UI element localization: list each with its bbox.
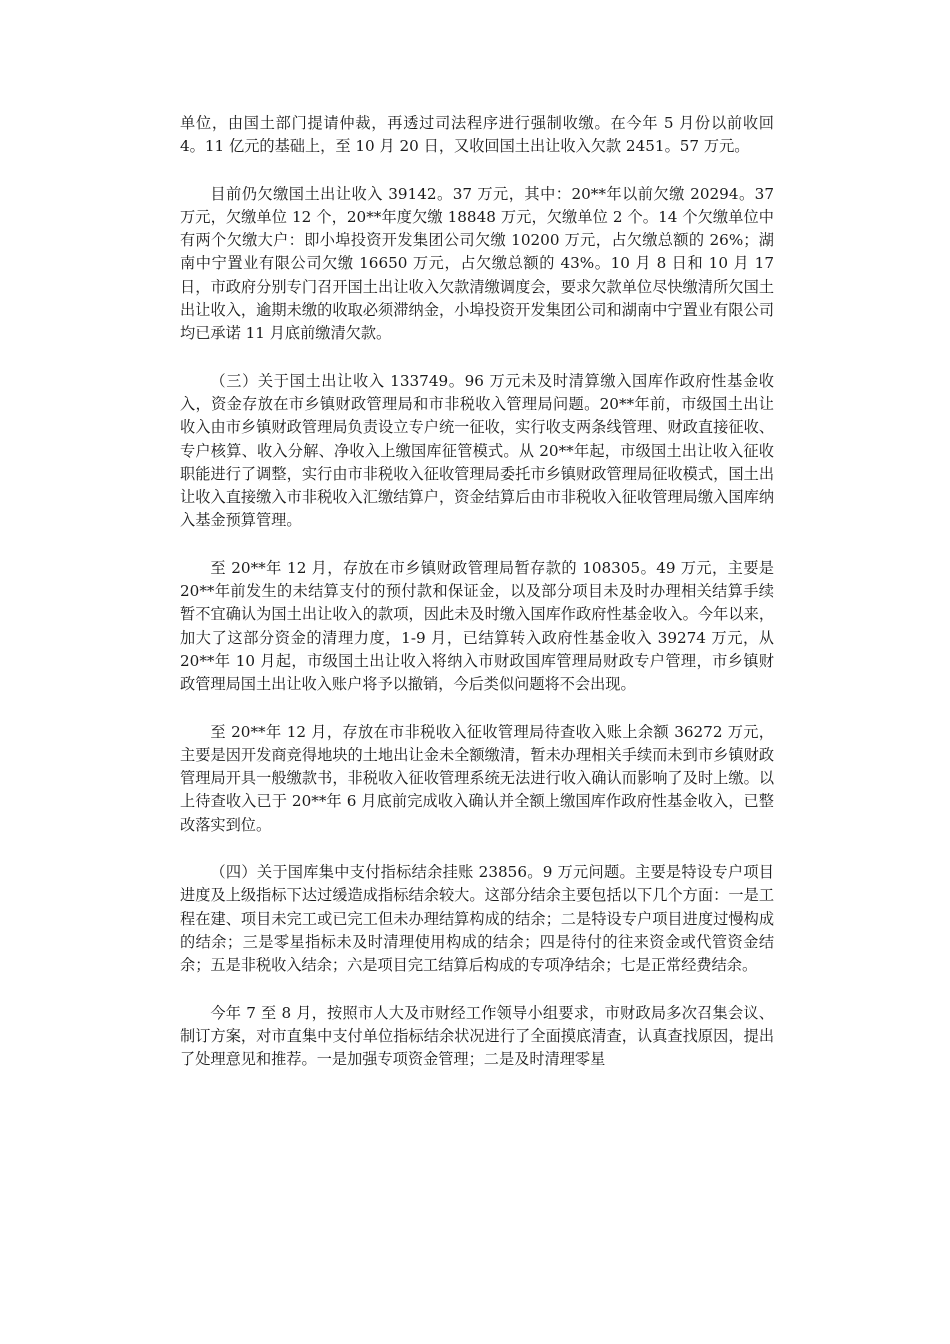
paragraph-7: 今年 7 至 8 月，按照市人大及市财经工作领导小组要求，市财政局多次召集会议、制订方案，对市直集中支付单位指标结余状况进行了全面摸底清查，认真查找原因，提出了处理意见和推荐。一是加强专项资金管理；二是及时清理零星 xyxy=(180,1003,774,1069)
paragraph-6: （四）关于国库集中支付指标结余挂账 23856。9 万元问题。主要是特设专户项目进度及上级指标下达过缓造成指标结余较大。这部分结余主要包括以下几个方面：一是工程在建、项目未完工或已完工但未办理结算构成的结余；二是特设专户项目进度过慢构成的结余；三是零星指标未及时清理使用构成的结余；四是待付的往来资金或代管资金结余；五是非税收入结余；六是项目完工结算后构成的专项净结余；七是正常经费结余。 xyxy=(180,863,774,975)
paragraph-1: 单位，由国土部门提请仲裁，再透过司法程序进行强制收缴。在今年 5 月份以前收回 4。11 亿元的基础上，至 10 月 20 日，又收回国土出让收入欠款 2451。57 万元。 xyxy=(180,114,774,156)
paragraph-3: （三）关于国土出让收入 133749。96 万元未及时清算缴入国库作政府性基金收入，资金存放在市乡镇财政管理局和市非税收入管理局问题。20**年前，市级国土出让收入由市乡镇财政管理局负责设立专户统一征收，实行收支两条线管理、财政直接征收、专户核算、收入分解、净收入上缴国库征管模式。从 20**年起，市级国土出让收入征收职能进行了调整，实行由市非税收入征收管理局委托市乡镇财政管理局征收模式，国土出让收入直接缴入市非税收入汇缴结算户，资金结算后由市非税收入征收管理局缴入国库纳入基金预算管理。 xyxy=(180,371,774,530)
paragraph-4: 至 20**年 12 月，存放在市乡镇财政管理局暂存款的 108305。49 万元，主要是 20**年前发生的未结算支付的预付款和保证金，以及部分项目未及时办理相关结算手续暂不宜确认为国土出让收入的款项，因此未及时缴入国库作政府性基金收入。今年以来，加大了这部分资金的清理力度，1-9 月，已结算转入政府性基金收入 39274 万元，从 20**年 10 月起，市级国土出让收入将纳入市财政国库管理局财政专户管理，市乡镇财政管理局国土出让收入账户将予以撤销，今后类似问题将不会出现。 xyxy=(180,558,774,694)
document-body xyxy=(180,112,774,1095)
paragraph-2: 目前仍欠缴国土出让收入 39142。37 万元，其中：20**年以前欠缴 20294。37 万元，欠缴单位 12 个，20**年度欠缴 18848 万元，欠缴单位 2 个。14 个欠缴单位中有两个欠缴大户：即小埠投资开发集团公司欠缴 10200 万元，占欠缴总额的 26%；湖南中宁置业有限公司欠缴 16650 万元，占欠缴总额的 43%。10 月 8 日和 10 月 17 日，市政府分别专门召开国土出让收入欠款清缴调度会，要求欠款单位尽快缴清所欠国土出让收入，逾期未缴的收取必须滞纳金，小埠投资开发集团公司和湖南中宁置业有限公司均已承诺 11 月底前缴清欠款。 xyxy=(180,184,774,343)
paragraph-5: 至 20**年 12 月，存放在市非税收入征收管理局待查收入账上余额 36272 万元，主要是因开发商竞得地块的土地出让金未全额缴清，暂未办理相关手续而未到市乡镇财政管理局开具一般缴款书，非税收入征收管理系统无法进行收入确认而影响了及时上缴。以上待查收入已于 20**年 6 月底前完成收入确认并全额上缴国库作政府性基金收入，已整改落实到位。 xyxy=(180,722,774,834)
